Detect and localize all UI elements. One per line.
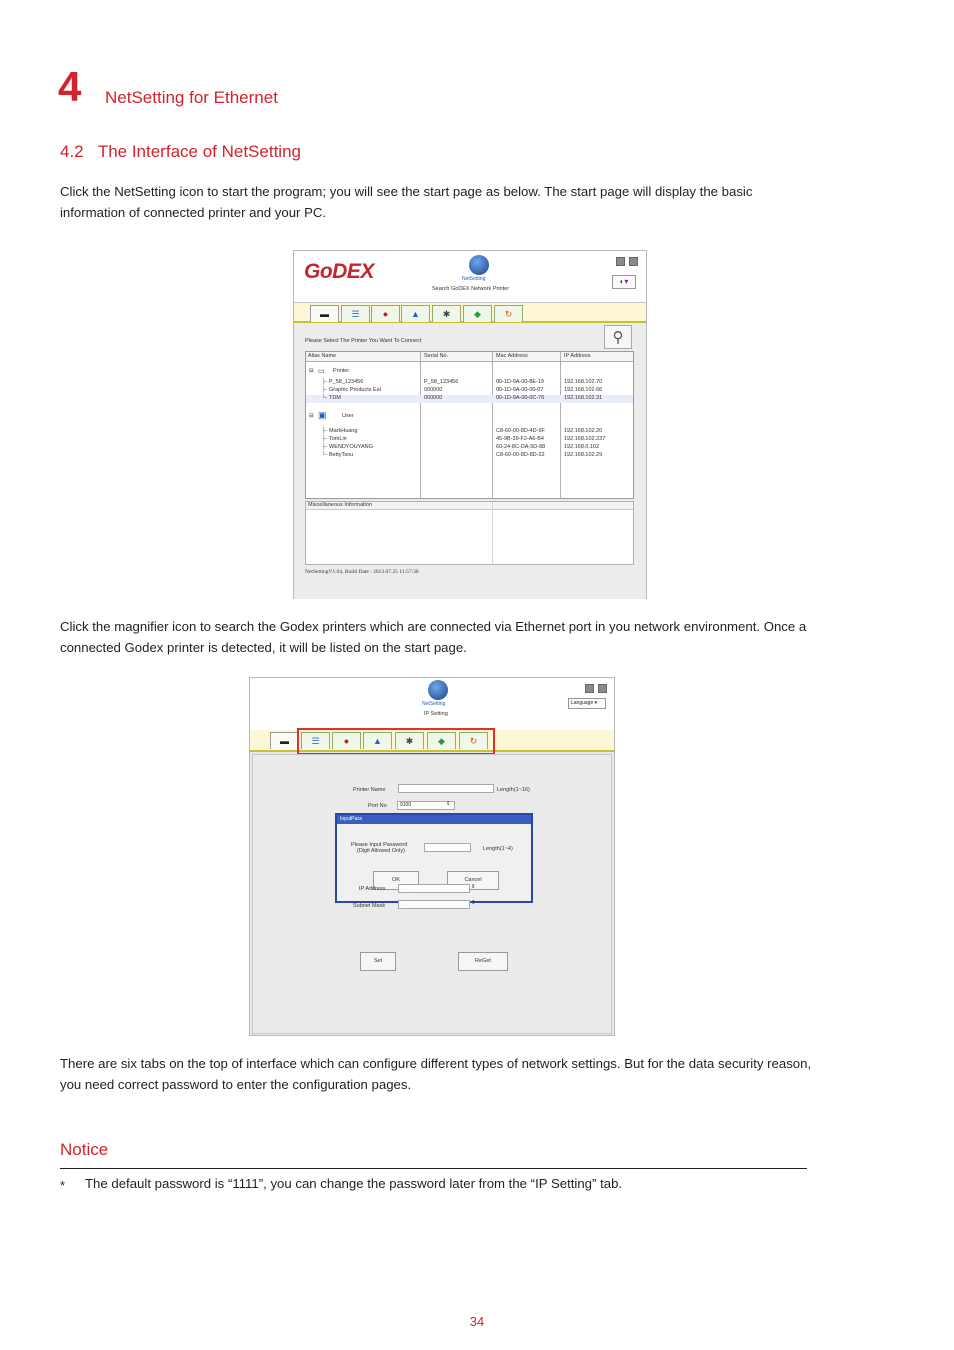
paragraph-intro: Click the NetSetting icon to start the program; you will see the start page as below. The start page will display the basic information of connected printer and your PC.: [60, 184, 753, 220]
minimize-icon[interactable]: [585, 684, 594, 693]
netsetting-start-screenshot: [293, 250, 647, 599]
reget-button[interactable]: ReGet: [458, 952, 508, 971]
ip-setting-subtitle: IP Setting: [424, 711, 448, 717]
refresh-icon[interactable]: ↻: [494, 305, 523, 322]
subnet-mask-input[interactable]: . . .: [398, 900, 470, 909]
port-input[interactable]: 9100: [397, 801, 455, 810]
language-globe-icon[interactable]: ◐▾: [612, 275, 636, 289]
chapter-title: NetSetting for Ethernet: [105, 88, 278, 107]
subnet-mask-label: Subnet Mask: [353, 903, 386, 909]
language-select[interactable]: Language ▾: [568, 698, 606, 709]
col-alias: Alias Name: [308, 353, 337, 359]
netsetting-globe-icon: [469, 255, 489, 275]
dialog-title: InputPass: [337, 815, 531, 824]
tree-toggle-icon[interactable]: ⊟: [309, 413, 314, 419]
user-group-icon: ▣: [318, 410, 327, 420]
start-subtitle: Search GoDEX Network Printer: [432, 286, 510, 292]
col-mac: Mac Address: [496, 353, 528, 359]
table-header: [306, 352, 633, 362]
ok-button[interactable]: OK: [373, 871, 419, 890]
section-number: 4.2: [60, 142, 84, 161]
gears-icon[interactable]: ✱: [432, 305, 461, 322]
password-input[interactable]: [424, 843, 471, 852]
start-body: [294, 323, 646, 599]
dialog-length-label: Length(1~4): [483, 846, 513, 852]
ip-address-input[interactable]: . . .: [398, 884, 470, 893]
printer-table: Alias Name Serial No. Mac Address IP Address ⊟ ▭ Printer ├· P_58_123456 P_58_123456 00-1D-9A-00-8E-19 192.168.102.70 ├· Graphic Products Eal 000000 00-1D-9A-00-00-07 192.168.102.66 └· TDM 000000 00-1D-9A-00-0C-76 192.168.102.31 ⊟ ▣ User ├· MarkHuang C8-60-00-8D-4D-9F 192.168.102.20 ├· TomLin 45-9B-39-F2-A6-B4 192.168.102.237 ├· WENDYOUYANG 60-24-8C-DA-5D-88 192.168.0.102 └· BettyTsou C8-60-00-8D-8D-22 192.168.102.29: [305, 351, 634, 499]
printer-group-icon: ▭: [318, 368, 325, 375]
refresh-icon[interactable]: ↻: [459, 732, 488, 749]
paragraph-magnifier: Click the magnifier icon to search the Godex printers which are connected via Ethernet port in you network environment. Once a connected Godex printer is detected, it will be listed on the start page.: [60, 619, 807, 655]
close-icon[interactable]: [629, 257, 638, 266]
network-icon[interactable]: ◆: [427, 732, 456, 749]
mask-stepper-icon[interactable]: ⇕: [471, 900, 476, 906]
printer-name-input[interactable]: [398, 784, 494, 793]
godex-logo: GoDEX: [304, 260, 374, 283]
set-button[interactable]: Set: [360, 952, 396, 971]
minimize-icon[interactable]: [616, 257, 625, 266]
length-label: Length(1~16): [497, 787, 530, 793]
bomb-icon[interactable]: ●: [371, 305, 400, 322]
col-ip: IP Address: [564, 353, 591, 359]
start-tab-bar: [294, 303, 646, 323]
printer-icon[interactable]: ▬: [270, 732, 299, 749]
notice-divider: [60, 1168, 807, 1169]
chart-icon[interactable]: ▲: [401, 305, 430, 322]
printer-name-label: Printer Name: [353, 787, 386, 793]
printer-icon[interactable]: ▬: [310, 305, 339, 322]
section-title: [60, 142, 301, 162]
build-info: NetSettingV1.04, Build Date : 2013.07.25 11:57:38: [305, 569, 419, 575]
chart-icon[interactable]: ▲: [363, 732, 392, 749]
tabs-highlight-box: [297, 728, 495, 755]
select-printer-prompt: Please Select The Printer You Want To Connect: [305, 338, 422, 344]
tree-toggle-icon[interactable]: ⊟: [309, 368, 314, 374]
ip-setting-screenshot: [249, 677, 615, 1036]
misc-info-panel: [305, 501, 634, 565]
netsetting-logo-text: NetSetting: [462, 276, 486, 282]
user-group-label: User: [342, 413, 354, 419]
notice-bullet: *: [60, 1178, 66, 1193]
printer-group-label: Printer: [333, 368, 350, 374]
ip-address-label: IP Address: [359, 886, 386, 892]
notice-title: Notice: [60, 1140, 109, 1159]
port-label: Port No: [368, 803, 387, 809]
misc-info-label: Miscellaneous Information: [308, 502, 372, 508]
list-icon[interactable]: ☰: [301, 732, 330, 749]
table-row[interactable]: └· TDM 000000 00-1D-9A-00-0C-76 192.168.102.31: [306, 395, 633, 403]
magnifier-icon[interactable]: ⚲: [604, 325, 632, 349]
network-icon[interactable]: ◆: [463, 305, 492, 322]
ip-setting-header: [250, 678, 614, 730]
gears-icon[interactable]: ✱: [395, 732, 424, 749]
start-header: [294, 251, 646, 303]
col-serial: Serial No.: [424, 353, 449, 359]
paragraph-tabs: There are six tabs on the top of interface which can configure different types of network settings. But for the data security reason, you need correct password to enter the configuration pages.: [60, 1056, 812, 1092]
chapter-number: 4: [58, 63, 82, 110]
ip-setting-body: [252, 754, 612, 1034]
dialog-prompt-hint: (Digit Allowed Only): [357, 848, 405, 854]
ip-stepper-icon[interactable]: ⇕: [471, 884, 476, 890]
netsetting-logo-text: NetSetting: [422, 701, 446, 707]
port-stepper-icon[interactable]: ⇕: [446, 801, 451, 807]
section-title-text: The Interface of NetSetting: [97, 142, 301, 161]
notice-text: The default password is “1111”, you can change the password later from the “IP Setting” tab.: [85, 1176, 623, 1191]
page-number: 34: [469, 1314, 485, 1329]
list-icon[interactable]: ☰: [341, 305, 370, 322]
close-icon[interactable]: [598, 684, 607, 693]
bomb-icon[interactable]: ●: [332, 732, 361, 749]
cancel-button[interactable]: Cancel: [447, 871, 499, 890]
dialog-prompt: Please Input Password: [351, 842, 408, 848]
netsetting-globe-icon: [428, 680, 448, 700]
